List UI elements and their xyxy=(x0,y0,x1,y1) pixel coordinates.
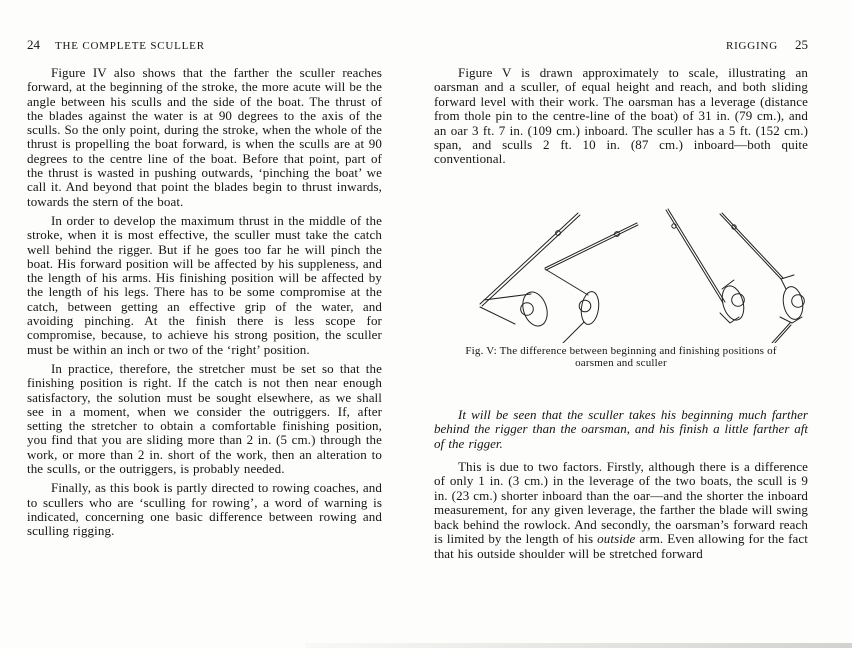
left-paragraph-3: In practice, therefore, the stretcher must be set so that the finishing position is right. If the catch is not then near enough satisfactory, the solution must be sought elsewhere, as we shall see in a moment, when we consider the outriggers. If, after setting the stretcher to obtain a comfortable finishing position, you find that you are sliding more than 2 in. (5 cm.) through the work, or more than 2 in. short of the work, then an alteration to the sculls, or the outriggers, is probably needed. xyxy=(27,360,382,477)
left-running-head: THE COMPLETE SCULLER xyxy=(55,40,205,52)
oarsman-finish-drawing xyxy=(545,223,638,343)
left-page-header xyxy=(27,38,382,51)
left-page xyxy=(27,38,382,539)
figure-v-illustration xyxy=(434,203,808,343)
left-paragraph-1: Figure IV also shows that the farther the sculler reaches forward, at the beginning of the stroke, the more acute will be the angle between his sculls and the side of the boat. The thrust of the blades against the water is at 90 degrees to the axis of the sculls. So the only point, during the stroke, when the whole of the thrust is propelling the boat forward, is when the sculls are at 90 degrees to the centre line of the boat. Before that point, part of the thrust is wasted in pushing outwards, ‘pinching the boat’ we call it. And beyond that point the blades begin to thrust inwards, towards the stern of the boat. xyxy=(27,65,382,209)
right-running-head: RIGGING xyxy=(725,40,778,52)
closing-text-before: This is due to two factors. Firstly, although there is a difference of only 1 in. (3 cm.) in the leverage of the two boats, the scull is 9 in. (23 cm.) shorter inboard than the oar—and the shorter the inboard measurement, for any given leverage, the farther the blade will swing back behind the rowlock. And secondly, the oarsman’s forward reach is limited by the length of his xyxy=(434,459,808,547)
left-paragraph-2: In order to develop the maximum thrust in the middle of the stroke, when it is most effective, the sculler must take the catch well behind the rigger. But if he goes too far he will pinch the boat. His forward position will be affected by his suppleness, and the length of his arms. His finishing position will be affected by the length of his legs. There has to be some compromise at the catch, between getting an effective grip of the water, and avoiding pinching. At the finish there is less scope for compromise, because, to achieve his strong position, the sculler must be within an inch or two of the ‘right’ position. xyxy=(27,212,382,357)
sculler-beginning-drawing xyxy=(666,209,747,323)
right-page-number: 25 xyxy=(795,37,808,52)
page-edge-shadow xyxy=(305,643,852,648)
closing-text-after: arm. Even allowing for the fact that his outside shoulder will be stretched forward xyxy=(434,531,809,561)
oarsman-beginning-drawing xyxy=(480,213,580,329)
closing-italic-word: outside xyxy=(597,531,636,547)
figure-caption: Fig. V: The difference between beginning and finishing positions of oarsmen and sculler xyxy=(465,344,777,370)
right-closing-paragraph xyxy=(434,460,808,561)
sculler-finish-drawing xyxy=(720,213,805,343)
figure-v-drawing xyxy=(434,203,808,343)
right-intro-paragraph: Figure V is drawn approximately to scale, illustrating an oarsman and a sculler, of equal height and reach, and both sliding forward level with their work. The oarsman has a leverage (distance from thole pin to the centre-line of the boat) of 31 in. (79 cm.), and an oar 3 ft. 7 in. (109 cm.) inboard. The sculler has a 5 ft. (152 cm.) span, and sculls 2 ft. 10 in. (87 cm.) inboard—both quite conventional. xyxy=(434,65,808,167)
right-page-header xyxy=(434,38,808,51)
right-page xyxy=(434,38,808,561)
left-paragraph-4: Finally, as this book is partly directed to rowing coaches, and to scullers who are ‘sculling for rowing’, a word of warning is indicated, concerning one basic difference between rowing and sculling rigging. xyxy=(27,480,382,539)
left-page-number: 24 xyxy=(27,37,40,52)
italic-note-paragraph: It will be seen that the sculler takes his beginning much farther behind the rigger than the oarsman, and his finish a little farther aft of the rigger. xyxy=(434,406,808,451)
